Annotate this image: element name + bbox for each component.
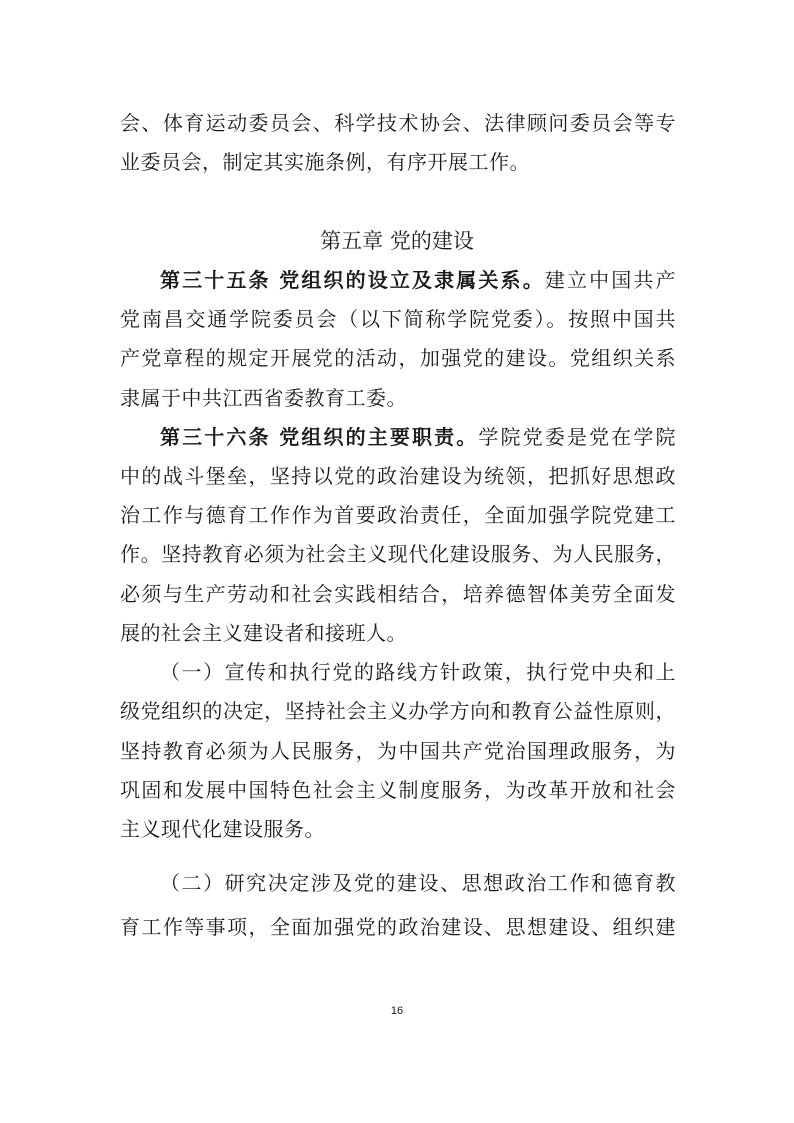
body-text-line: 必须与生产劳动和社会实践相结合，培养德智体美劳全面发 <box>120 582 676 606</box>
body-text-line: 业委员会，制定其实施条例，有序开展工作。 <box>120 150 530 174</box>
article-35-text: 建立中国共产 <box>544 268 677 292</box>
article-36-label: 第三十六条 <box>160 425 271 449</box>
body-text-line: 展的社会主义建设者和接班人。 <box>120 621 407 645</box>
body-text-line: 作。坚持教育必须为社会主义现代化建设服务、为人民服务， <box>120 542 676 566</box>
article-35-label: 第三十五条 <box>160 268 271 292</box>
body-text-line: 级党组织的决定，坚持社会主义办学方向和教育公益性原则， <box>120 699 676 723</box>
article-35-title: 党组织的设立及隶属关系。 <box>279 268 545 292</box>
item-1-first-line: （一）宣传和执行党的路线方针政策，执行党中央和上 <box>160 660 676 684</box>
body-text-line: 中的战斗堡垒，坚持以党的政治建设为统领，把抓好思想政 <box>120 464 676 488</box>
item-2-first-line: （二）研究决定涉及党的建设、思想政治工作和德育教 <box>160 871 676 895</box>
page-number: 16 <box>390 1005 404 1017</box>
body-text-line: 会、体育运动委员会、科学技术协会、法律顾问委员会等专 <box>120 111 676 135</box>
body-text-line: 产党章程的规定开展党的活动，加强党的建设。党组织关系 <box>120 346 676 370</box>
body-text-line: 育工作等事项，全面加强党的政治建设、思想建设、组织建 <box>120 915 676 939</box>
chapter-title: 第五章 党的建设 <box>320 229 474 253</box>
article-36-text: 学院党委是党在学院 <box>478 425 677 449</box>
body-text-line: 坚持教育必须为人民服务，为中国共产党治国理政服务，为 <box>120 739 676 763</box>
body-text-line: 治工作与德育工作作为首要政治责任，全面加强学院党建工 <box>120 503 676 527</box>
body-text-line: 党南昌交通学院委员会（以下简称学院党委）。按照中国共 <box>120 307 676 331</box>
body-text-line: 巩固和发展中国特色社会主义制度服务，为改革开放和社会 <box>120 778 676 802</box>
body-text-line: 主义现代化建设服务。 <box>120 817 325 841</box>
article-35-first-line <box>160 266 676 294</box>
article-36-first-line <box>160 423 676 451</box>
article-36-title: 党组织的主要职责。 <box>279 425 479 449</box>
body-text-line: 隶属于中共江西省委教育工委。 <box>120 386 407 410</box>
